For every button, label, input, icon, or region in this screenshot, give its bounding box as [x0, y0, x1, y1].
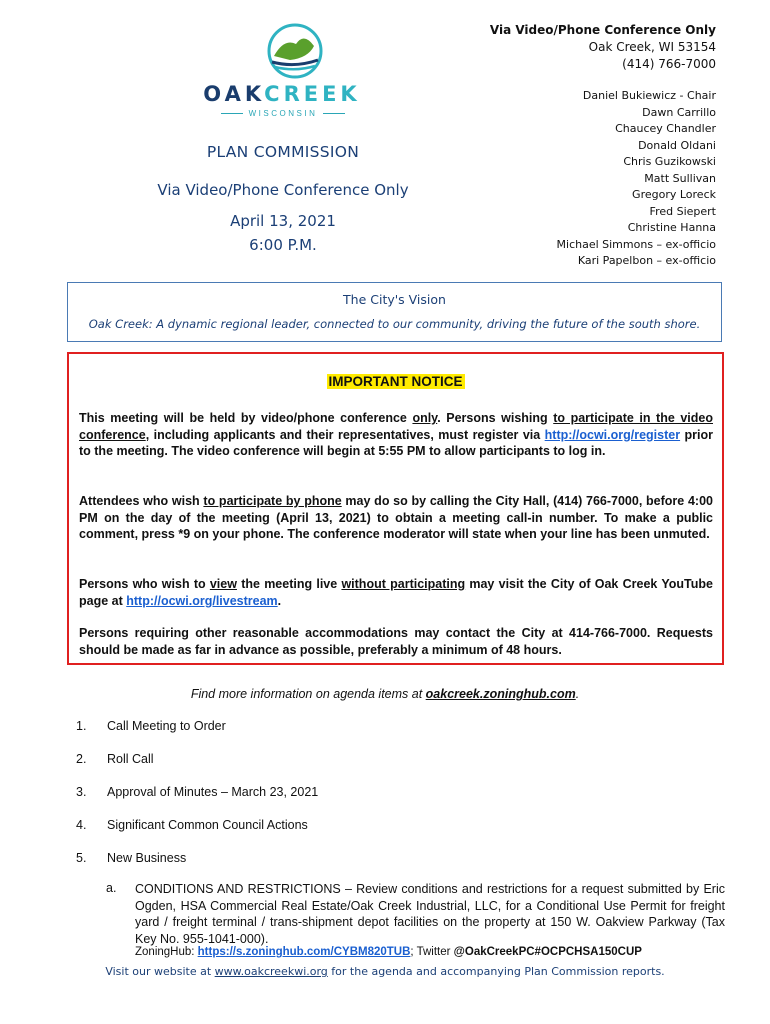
member-item: Gregory Loreck: [632, 188, 716, 201]
agenda-item: 2. Roll Call: [76, 752, 154, 766]
member-item: Dawn Carrillo: [642, 105, 716, 119]
header-contact: [416, 22, 716, 73]
meeting-time: 6:00 P.M.: [249, 236, 317, 254]
notice-paragraph: Persons who wish to view the meeting live without participating may visit the City of Oak Creek YouTube page at http://ocwi.org/livestream.: [79, 577, 713, 608]
agenda-item: 5. New Business: [76, 851, 187, 865]
agenda-item: 1. Call Meeting to Order: [76, 719, 226, 733]
meeting-date: April 13, 2021: [230, 212, 336, 230]
member-item: Donald Oldani: [638, 138, 716, 152]
member-item: Chaucey Chandler: [615, 122, 716, 135]
vision-text: Oak Creek: A dynamic regional leader, connected to our community, driving the future of the south shore.: [88, 317, 701, 331]
agenda-item: 4. Significant Common Council Actions: [76, 818, 308, 832]
sub-item-text: CONDITIONS AND RESTRICTIONS – Review conditions and restrictions for a request submitted by Eric Ogden, HSA Commercial Real Estate/Oak Creek Industrial, LLC, for a Conditional Use Permit for freight yard / freight terminal / trans-shipment depot facilities on the property at 150 W. Oakview Parkway (Tax Key No. 955-1041-000).: [135, 882, 725, 946]
twitter-handle: @OakCreekPC#OCPCHSA150CUP: [453, 946, 642, 958]
sub-item-label: a.: [106, 881, 117, 895]
header-phone: (414) 766-7000: [622, 57, 716, 71]
notice-paragraph: Attendees who wish to participate by phone may do so by calling the City Hall, (414) 766-7000, before 4:00 PM on the day of the meeting (April 13, 2021) to obtain a meeting call-in number. To make a public comment, press *9 on your phone. The conference moderator will state when your line has been unmuted.: [79, 494, 713, 541]
member-item: Michael Simmons – ex-officio: [556, 237, 716, 251]
member-item: Fred Siepert: [649, 204, 716, 218]
livestream-link[interactable]: http://ocwi.org/livestream: [126, 593, 278, 608]
zoninghub-link[interactable]: oakcreek.zoninghub.com: [425, 687, 576, 701]
member-item: Kari Papelbon – ex-officio: [577, 254, 716, 267]
notice-paragraph: Persons requiring other reasonable accommodations may contact the City at 414-766-7000. Requests should be made as far in advance as possible, preferably a minimum of 48 hours.: [79, 626, 713, 657]
member-item: Christine Hanna: [627, 221, 716, 234]
find-more-info: Find more information on agenda items at oakcreek.zoninghub.com.: [190, 687, 580, 701]
member-item: Daniel Bukiewicz - Chair: [582, 89, 716, 102]
header-address: Oak Creek, WI 53154: [588, 40, 716, 54]
header-title: Via Video/Phone Conference Only: [489, 23, 716, 37]
member-item: Chris Guzikowski: [623, 155, 716, 168]
important-notice-box: [67, 352, 724, 665]
register-link[interactable]: http://ocwi.org/register: [544, 427, 681, 442]
member-list: [416, 88, 716, 270]
footer-note: Visit our website at www.oakcreekwi.org for the agenda and accompanying Plan Commission reports.: [105, 965, 665, 978]
notice-paragraph: This meeting will be held by video/phone conference only. Persons wishing to participate in the video conference, including applicants and their representatives, must register via http://ocwi.org/register prior to the meeting. The video conference will begin at 5:55 PM to allow participants to log in.: [79, 411, 713, 458]
zoninghub-short-link[interactable]: https://s.zoninghub.com/CYBM820TUB: [197, 946, 411, 958]
logo-wordmark: OAKCREEK: [203, 82, 361, 106]
vision-title: The City's Vision: [343, 292, 446, 307]
logo-subtitle: WISCONSIN: [213, 109, 353, 119]
member-item: Matt Sullivan: [644, 171, 716, 185]
commission-title: PLAN COMMISSION: [206, 143, 360, 161]
agenda-item: 3. Approval of Minutes – March 23, 2021: [76, 785, 319, 799]
website-link[interactable]: www.oakcreekwi.org: [214, 965, 328, 978]
zoning-line: ZoningHub: https://s.zoninghub.com/CYBM820TUB; Twitter @OakCreekPC#OCPCHSA150CUP: [135, 946, 642, 958]
vision-box: [67, 282, 722, 342]
meeting-mode: Via Video/Phone Conference Only: [157, 181, 409, 199]
notice-title: IMPORTANT NOTICE: [328, 374, 463, 389]
